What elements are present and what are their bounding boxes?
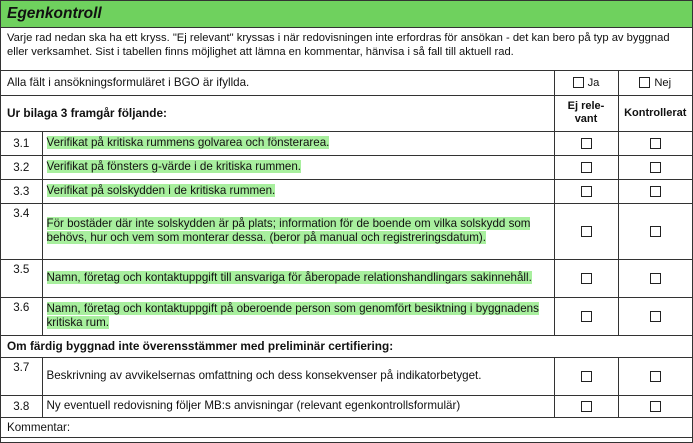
row-text: Namn, företag och kontaktuppgift på oberoende person som genomfört besiktning i byggnadens kritiska rum. xyxy=(46,302,539,329)
row-text: Ny eventuell redovisning följer MB:s anvisningar (relevant egenkontrollsformulär) xyxy=(42,395,554,417)
table-row xyxy=(1,357,692,395)
table-row xyxy=(1,259,692,297)
nej-checkbox[interactable] xyxy=(639,77,650,88)
comment-label[interactable]: Kommentar: xyxy=(1,417,692,437)
kontrollerat-checkbox[interactable] xyxy=(650,162,661,173)
col-kontrollerat: Kontrollerat xyxy=(618,95,692,131)
all-fields-row xyxy=(1,71,692,95)
ej-relevant-checkbox[interactable] xyxy=(581,371,592,382)
section1-header-row xyxy=(1,95,692,131)
row-text: Namn, företag och kontaktuppgift till ansvariga för åberopade relationshandlingars sakinnehåll. xyxy=(46,271,532,284)
checklist-table xyxy=(1,71,692,438)
row-text: Verifikat på fönsters g-värde i de kritiska rummen. xyxy=(46,160,302,173)
title-bar xyxy=(1,1,692,28)
row-text: För bostäder där inte solskydden är på plats; information för de boende om vilka solskydd som behövs, hur och vem som monterar dessa. (beror på manual och registreringsdatum). xyxy=(46,217,531,244)
table-row xyxy=(1,203,692,259)
ej-relevant-checkbox[interactable] xyxy=(581,226,592,237)
kontrollerat-checkbox[interactable] xyxy=(650,138,661,149)
ej-relevant-checkbox[interactable] xyxy=(581,311,592,322)
ja-checkbox[interactable] xyxy=(573,77,584,88)
ej-relevant-checkbox[interactable] xyxy=(581,162,592,173)
ej-relevant-checkbox[interactable] xyxy=(581,401,592,412)
row-number: 3.3 xyxy=(1,179,42,203)
table-row xyxy=(1,155,692,179)
ja-label: Ja xyxy=(587,76,600,89)
comment-row xyxy=(1,417,692,437)
row-text: Verifikat på solskydden i de kritiska rummen. xyxy=(46,184,276,197)
intro-text: Varje rad nedan ska ha ett kryss. "Ej relevant" kryssas i när redovisningen inte erfordras för ansökan - det kan bero på typ av byggnad eller verksamhet. Sist i tabellen finns möjlighet att lämna en kommentar, hänvisa i så fall till aktuell rad. xyxy=(1,28,692,71)
table-row xyxy=(1,297,692,335)
row-number: 3.7 xyxy=(1,357,42,395)
ej-relevant-checkbox[interactable] xyxy=(581,186,592,197)
row-text: Verifikat på kritiska rummens golvarea och fönsterarea. xyxy=(46,136,330,149)
section2-header: Om färdig byggnad inte överensstämmer med preliminär certifiering: xyxy=(1,335,692,357)
row-number: 3.2 xyxy=(1,155,42,179)
kontrollerat-checkbox[interactable] xyxy=(650,226,661,237)
kontrollerat-checkbox[interactable] xyxy=(650,273,661,284)
all-fields-label: Alla fält i ansökningsformuläret i BGO är ifyllda. xyxy=(1,71,554,95)
ej-relevant-checkbox[interactable] xyxy=(581,138,592,149)
section2-header-row xyxy=(1,335,692,357)
row-number: 3.5 xyxy=(1,259,42,297)
table-row xyxy=(1,179,692,203)
table-row xyxy=(1,131,692,155)
section1-header: Ur bilaga 3 framgår följande: xyxy=(1,95,554,131)
kontrollerat-checkbox[interactable] xyxy=(650,401,661,412)
row-text: Beskrivning av avvikelsernas omfattning och dess konsekvenser på indikatorbetyget. xyxy=(42,357,554,395)
table-row xyxy=(1,395,692,417)
ej-relevant-checkbox[interactable] xyxy=(581,273,592,284)
row-number: 3.1 xyxy=(1,131,42,155)
kontrollerat-checkbox[interactable] xyxy=(650,311,661,322)
row-number: 3.8 xyxy=(1,395,42,417)
nej-label: Nej xyxy=(654,76,672,89)
row-number: 3.4 xyxy=(1,203,42,259)
form-title: Egenkontroll xyxy=(7,5,102,22)
kontrollerat-checkbox[interactable] xyxy=(650,186,661,197)
col-ej-relevant: Ej rele- vant xyxy=(554,95,618,131)
row-number: 3.6 xyxy=(1,297,42,335)
kontrollerat-checkbox[interactable] xyxy=(650,371,661,382)
